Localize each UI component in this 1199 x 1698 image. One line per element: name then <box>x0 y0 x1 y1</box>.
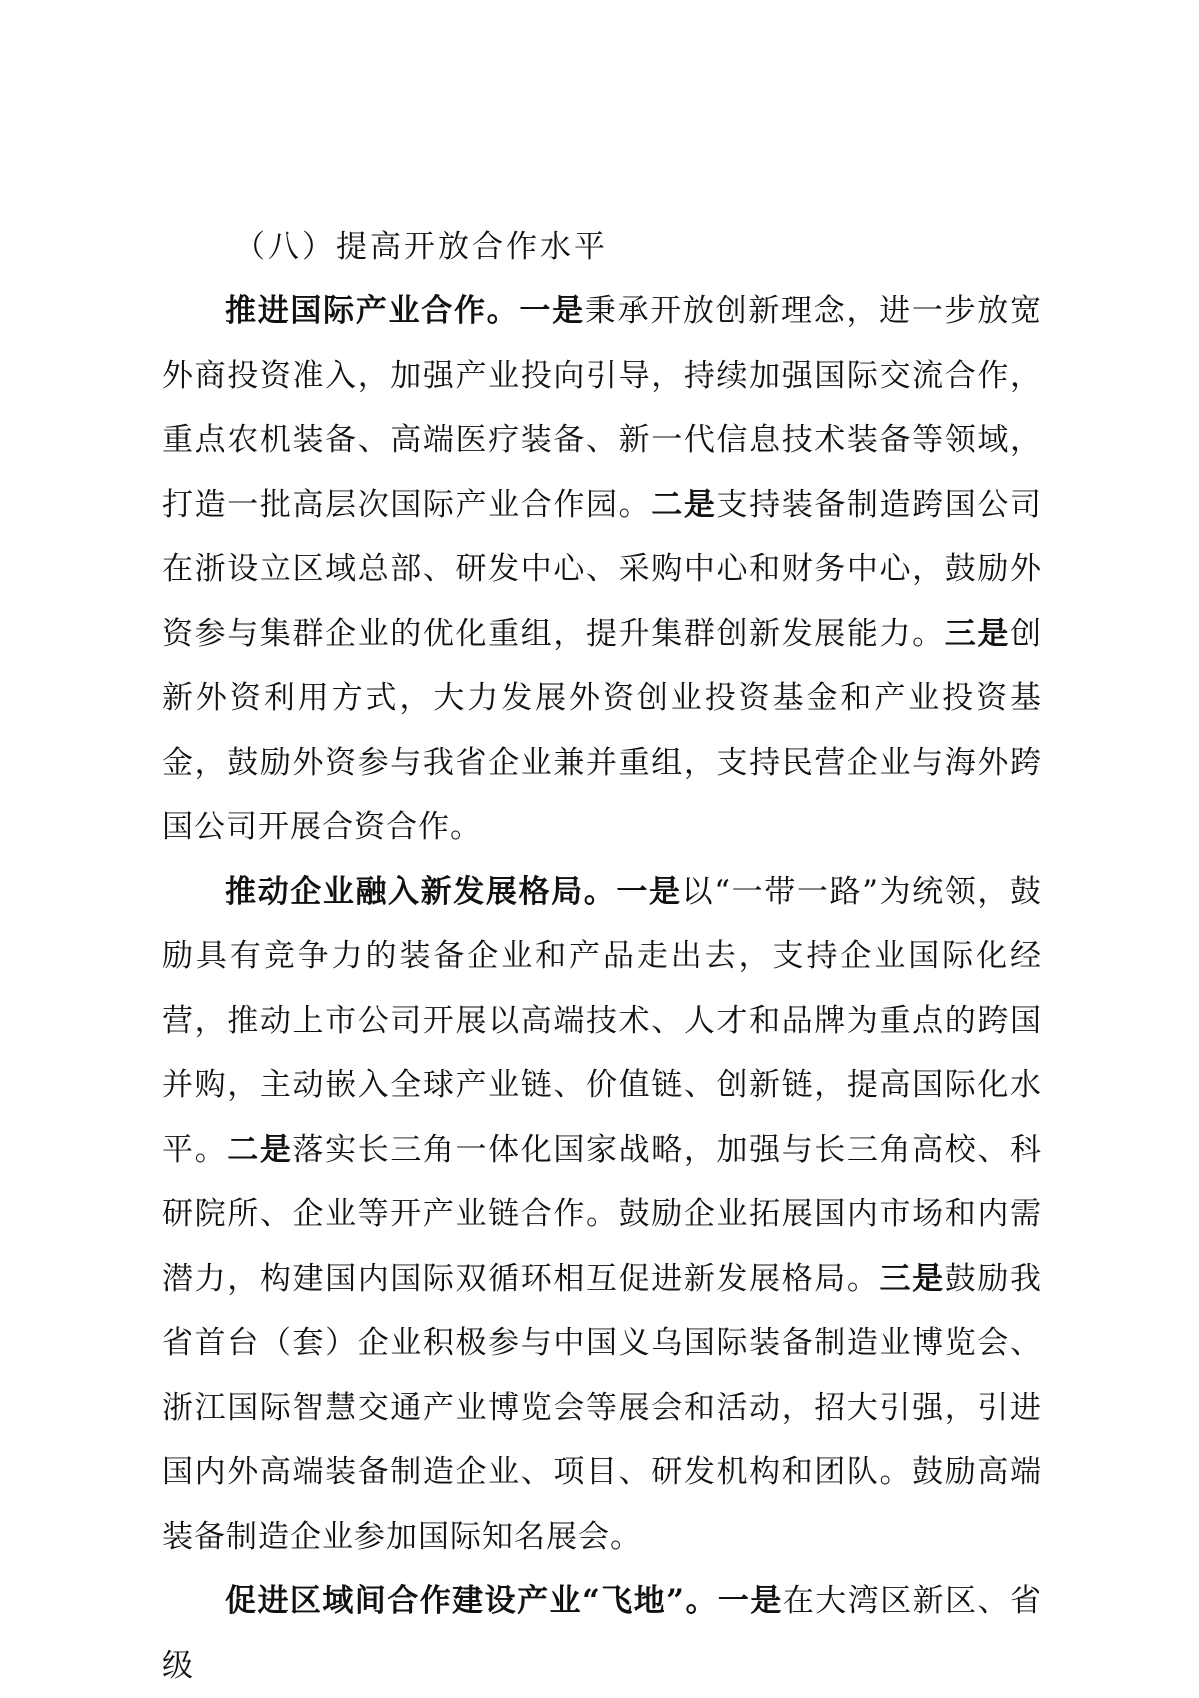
paragraph-title: 推动企业融入新发展格局。 <box>225 873 617 910</box>
paragraph-title: 推进国际产业合作。 <box>225 293 520 329</box>
point-label: 一是 <box>519 293 585 329</box>
point-text: 在大湾区新区、省级 <box>162 1583 1042 1684</box>
point-text: 落实长三角一体化国家战略，加强与长三角高校、科研院所、企业等开产业链合作。鼓励企业拓展国内市场和内需潜力，构建国内国际双循环相互促进新发展格局。 <box>162 1131 1043 1297</box>
point-label: 一是 <box>616 873 682 910</box>
paragraph-new-development-pattern <box>162 860 1042 1570</box>
point-label: 二是 <box>227 1131 293 1168</box>
paragraph-regional-cooperation <box>162 1569 1042 1698</box>
paragraph-international-cooperation <box>162 279 1042 860</box>
point-label: 三是 <box>944 615 1011 652</box>
document-body <box>162 215 1042 1698</box>
point-label: 二是 <box>651 486 717 523</box>
paragraph-title: 促进区域间合作建设产业“飞地”。 <box>225 1583 718 1619</box>
point-text: 秉承开放创新理念，进一步放宽外商投资准入，加强产业投向引导，持续加强国际交流合作，重点农机装备、高端医疗装备、新一代信息技术装备等领域，打造一批高层次国际产业合作园。 <box>162 293 1043 523</box>
point-text: 创新外资利用方式，大力发展外资创业投资基金和产业投资基金，鼓励外资参与我省企业兼并重组，支持民营企业与海外跨国公司开展合资合作。 <box>162 615 1043 845</box>
point-text: 鼓励我省首台（套）企业积极参与中国义乌国际装备制造业博览会、浙江国际智慧交通产业博览会等展会和活动，招大引强，引进国内外高端装备制造企业、项目、研发机构和团队。鼓励高端装备制造企业参加国际知名展会。 <box>162 1260 1043 1555</box>
section-heading: （八）提高开放合作水平 <box>234 229 608 265</box>
point-label: 三是 <box>879 1260 945 1297</box>
point-text: 支持装备制造跨国公司在浙设立区域总部、研发中心、采购中心和财务中心，鼓励外资参与集群企业的优化重组，提升集群创新发展能力。 <box>162 486 1043 652</box>
point-label: 一是 <box>717 1583 783 1619</box>
point-text: 以“一带一路”为统领，鼓励具有竞争力的装备企业和产品走出去，支持企业国际化经营，推动上市公司开展以高端技术、人才和品牌为重点的跨国并购，主动嵌入全球产业链、价值链、创新链，提高国际化水平。 <box>162 873 1043 1168</box>
